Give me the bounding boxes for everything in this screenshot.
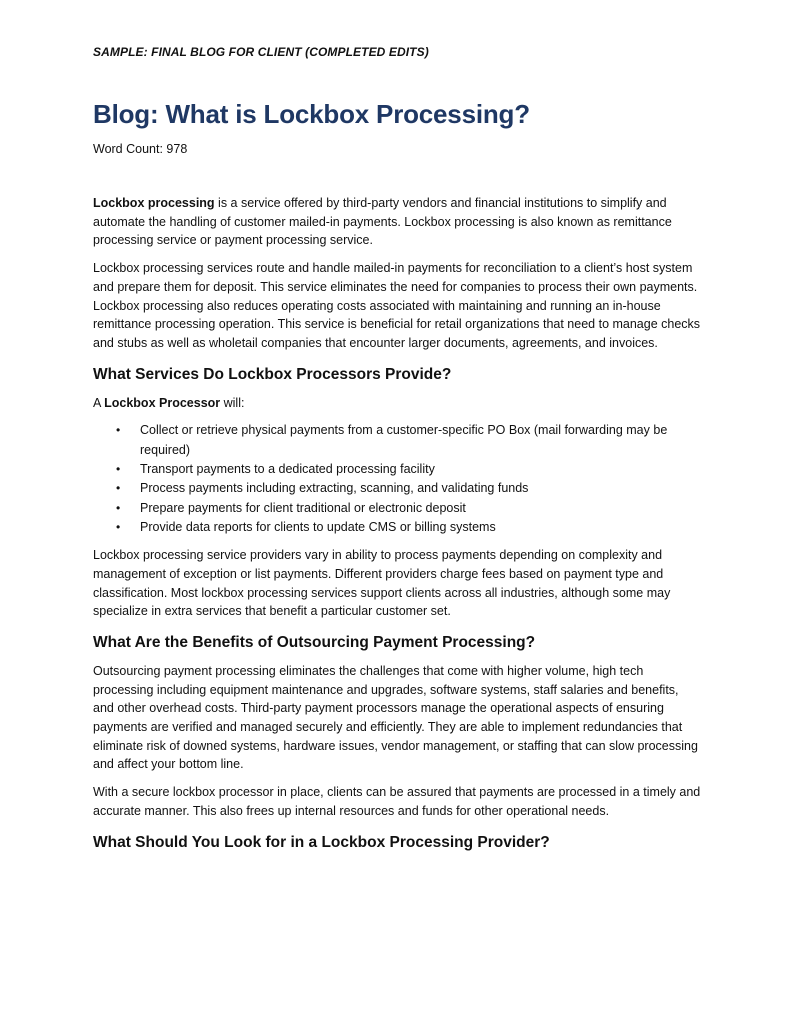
list-item-text: Provide data reports for clients to update CMS or billing systems: [140, 519, 496, 534]
bullet-icon: •: [116, 423, 121, 438]
intro-text: is a service offered by third-party vendors and financial institutions to simplify and automate the handling of customer mailed-in payments. Lockbox processing is also known as remittance processing service or payment processing service.: [93, 196, 672, 248]
list-item: [116, 518, 701, 537]
intro-bold-term: Lockbox processing: [93, 196, 215, 210]
word-count: Word Count: 978: [93, 142, 188, 156]
benefits-paragraph-1: Outsourcing payment processing eliminates the challenges that come with higher volume, high tech processing including equipment maintenance and upgrades, software systems, staff salaries and benefits, and other overhead costs. Third-party payment processors manage the operational aspects of ensuring payments are verified and managed securely and efficiently. They are able to implement redundancies that eliminate risk of downed systems, hardware issues, vendor management, or staffing that can slow processing and affect your bottom line.: [93, 663, 698, 772]
section-heading-benefits: What Are the Benefits of Outsourcing Payment Processing?: [93, 633, 536, 651]
bullet-icon: •: [116, 519, 121, 534]
section-heading-provider: What Should You Look for in a Lockbox Processing Provider?: [93, 833, 550, 851]
services-lead-prefix: A: [93, 395, 105, 410]
document-page: [93, 44, 701, 854]
services-lead-bold: Lockbox Processor: [104, 395, 221, 410]
list-item-text: Transport payments to a dedicated processing facility: [140, 461, 435, 476]
benefits-paragraph-2: With a secure lockbox processor in place, clients can be assured that payments are processed in a timely and accurate manner. This also frees up internal resources and funds for other operational needs.: [93, 785, 701, 818]
list-item: [116, 421, 701, 460]
bullet-icon: •: [116, 481, 121, 496]
services-list: [93, 421, 701, 537]
bullet-icon: •: [116, 461, 121, 476]
services-lead: [93, 394, 701, 413]
services-paragraph: Lockbox processing service providers vary in ability to process payments depending on complexity and management of exception or list payments. Different providers charge fees based on payment type and classification. Most lockbox processing services support clients across all industries, although some may specialize in extra services that benefit a particular customer set.: [93, 548, 671, 619]
header-note: SAMPLE: FINAL BLOG FOR CLIENT (COMPLETED EDITS): [93, 45, 429, 59]
section-heading-services: What Services Do Lockbox Processors Provide?: [93, 365, 452, 383]
list-item: [116, 479, 701, 498]
intro-paragraph: [93, 194, 701, 250]
list-item-text: Collect or retrieve physical payments from a customer-specific PO Box (mail forwarding may be required): [140, 423, 668, 457]
bullet-icon: •: [116, 500, 121, 515]
list-item: [116, 499, 701, 518]
list-item-text: Prepare payments for client traditional or electronic deposit: [140, 500, 466, 515]
services-lead-suffix: will:: [220, 395, 245, 410]
list-item-text: Process payments including extracting, scanning, and validating funds: [140, 481, 529, 496]
paragraph-2: Lockbox processing services route and handle mailed-in payments for reconciliation to a client’s host system and prepare them for deposit. This service eliminates the need for companies to process their own payments. Lockbox processing also reduces operating costs associated with maintaining and running an in-house remittance processing operation. This service is beneficial for retail organizations that need to manage checks and stubs as well as wholetail companies that encounter larger documents, agreements, and invoices.: [93, 261, 701, 350]
page-title: Blog: What is Lockbox Processing?: [93, 99, 530, 129]
list-item: [116, 460, 701, 479]
